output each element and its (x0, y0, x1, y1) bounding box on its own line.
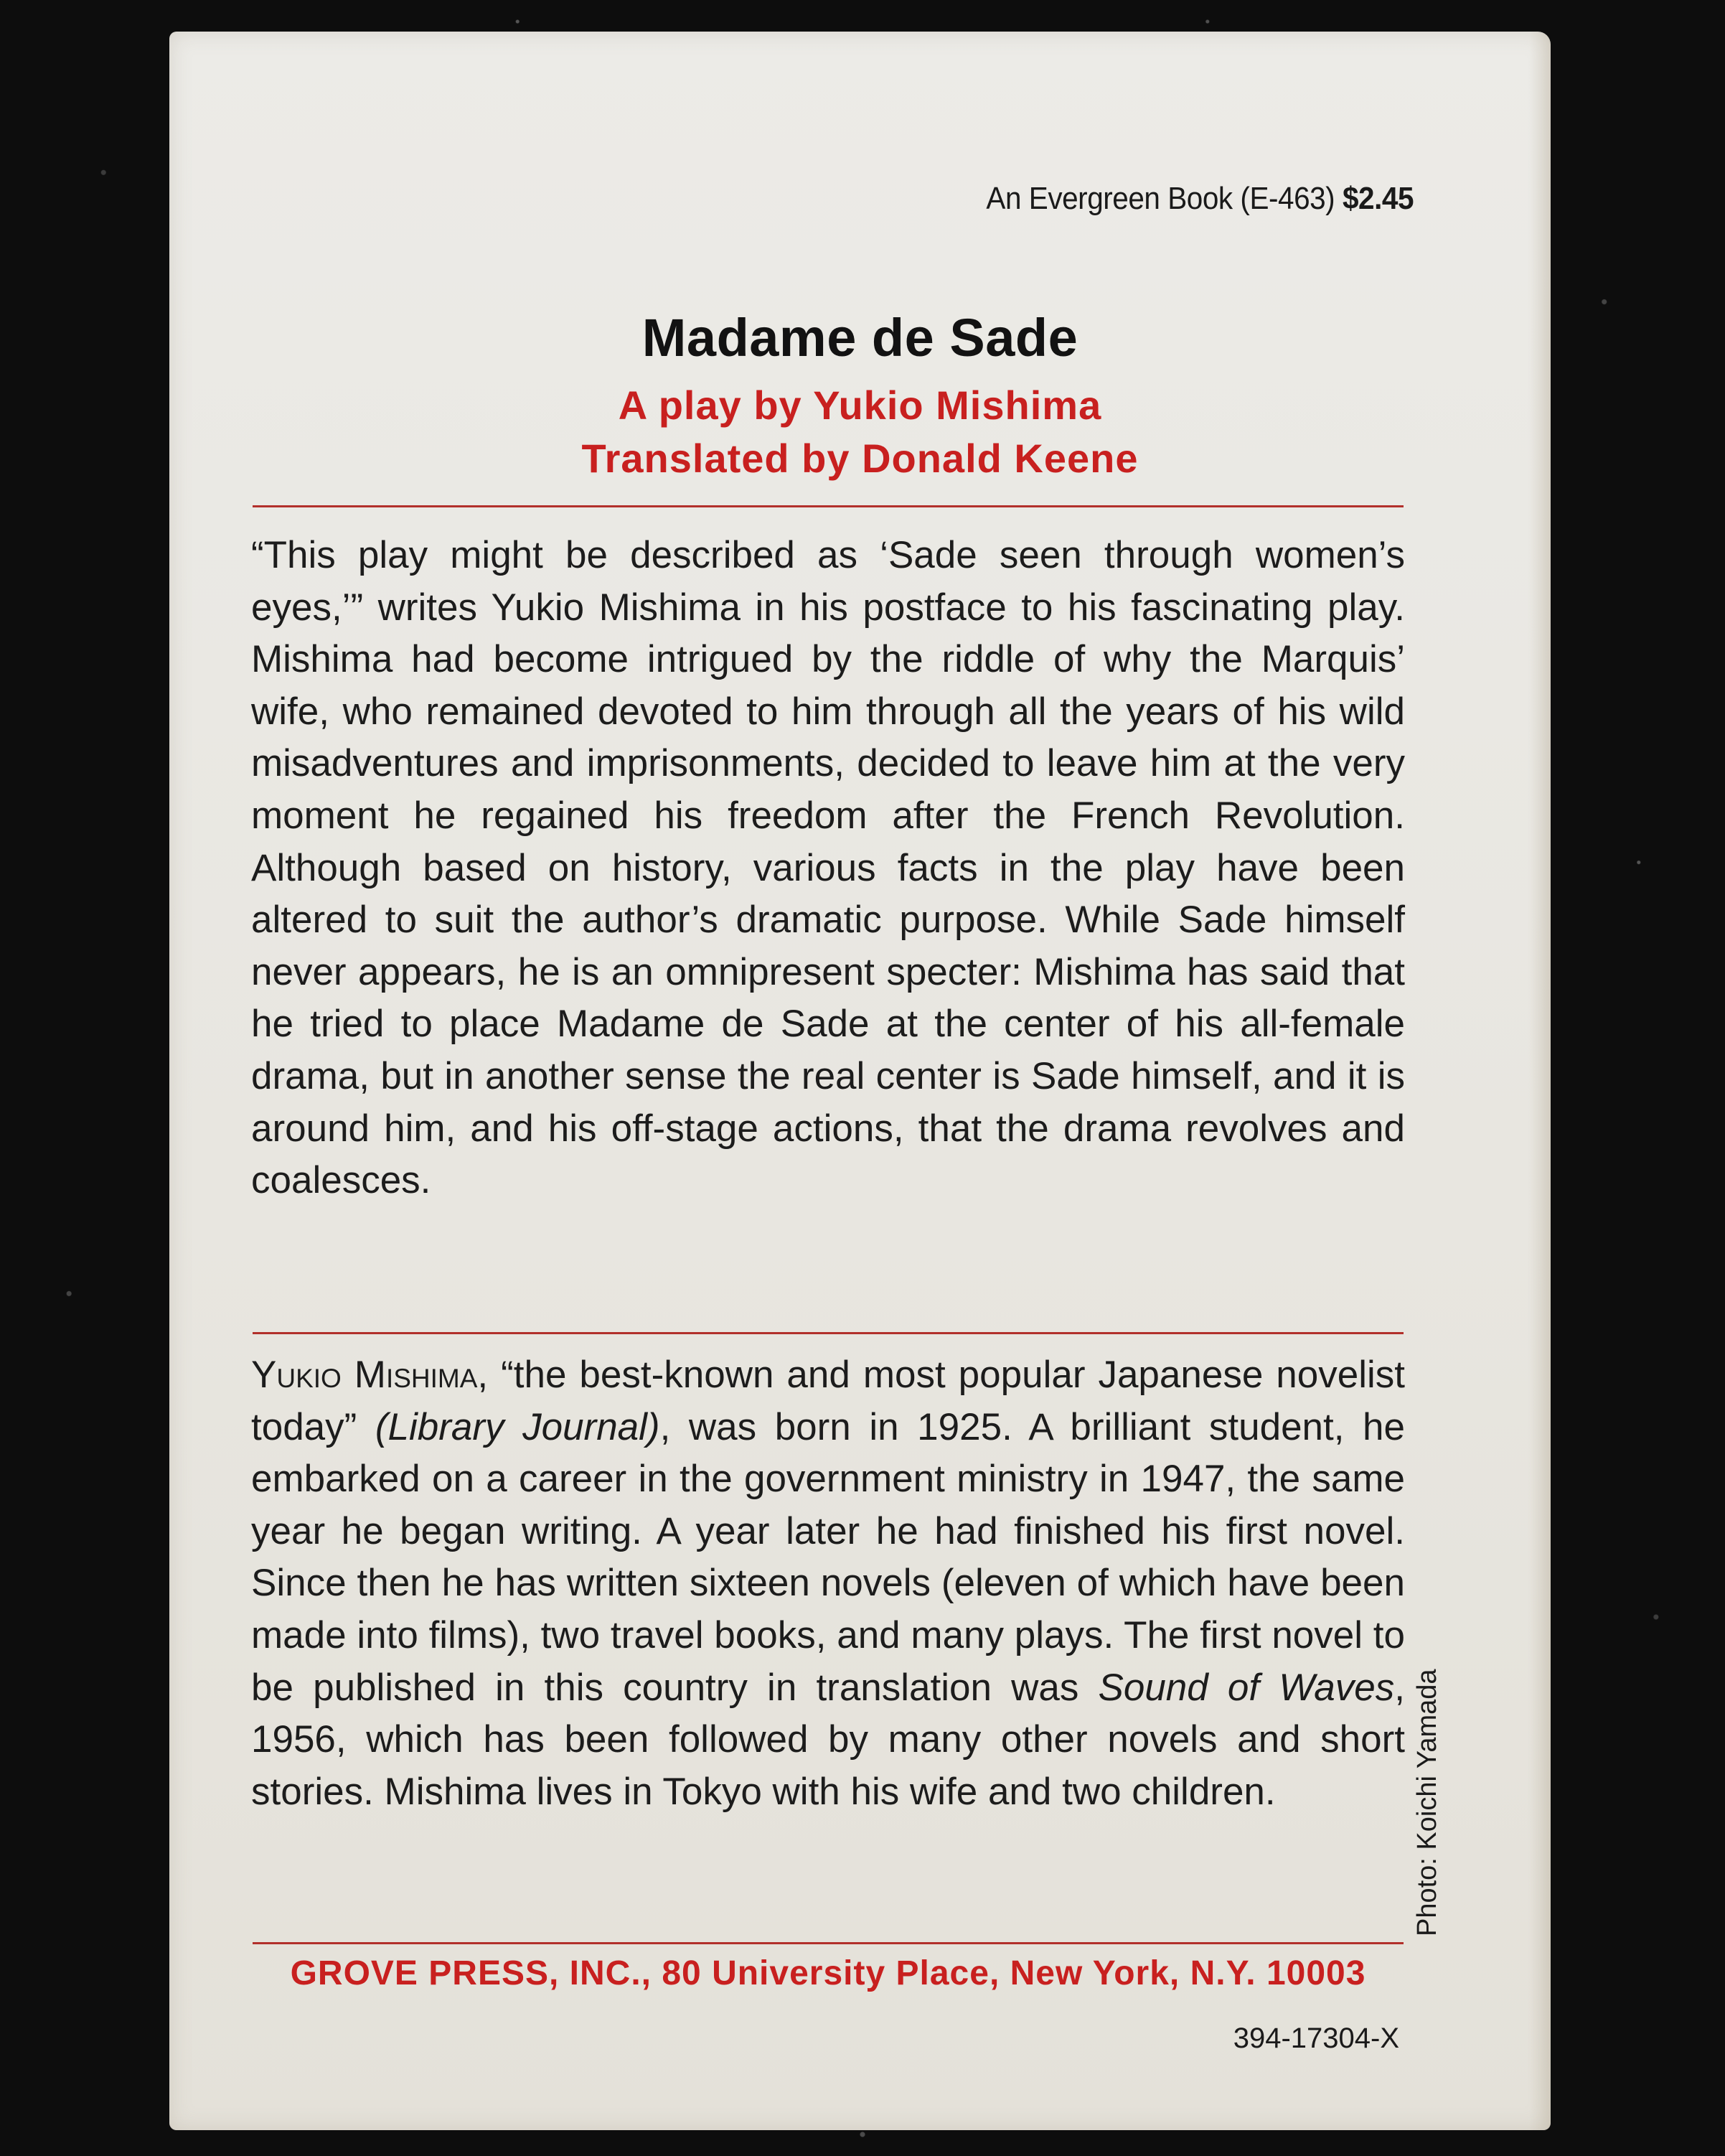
author-name: Yukio Mishima, (251, 1354, 489, 1396)
divider-top (253, 505, 1404, 507)
divider-middle (253, 1332, 1404, 1334)
series-label: An Evergreen Book (E-463) (986, 181, 1335, 216)
divider-bottom (253, 1942, 1404, 1944)
translator-byline: Translated by Donald Keene (581, 436, 1139, 481)
bio-text-1: , was born in 1925. A brilliant student, he embarked on a career in the government ministry in 1947, the same year he began writing. A year later he had finished his first novel. Since then he has written sixteen novels (eleven of which have been made into films), two travel books, and many plays. The first novel to be published in this country in translation was (251, 1405, 1405, 1709)
book-title: Madame de Sade (641, 308, 1078, 367)
isbn: 394-17304-X (1233, 2023, 1399, 2054)
bio-quote: “the best-known and most popular Japanese novelist today” (251, 1354, 1405, 1448)
photo-credit: Photo: Koichi Yamada (1412, 1669, 1442, 1936)
author-byline: A play by Yukio Mishima (618, 383, 1102, 428)
bio-source: (Library Journal) (375, 1405, 660, 1448)
publisher-address: GROVE PRESS, INC., 80 University Place, New York, N.Y. 10003 (290, 1954, 1366, 1992)
price: $2.45 (1342, 181, 1414, 216)
description-paragraph: “This play might be described as ‘Sade seen through women’s eyes,’” writes Yukio Mishima in his postface to his fascinating play. Mishima had become intrigued by the riddle of why the Marquis’ wife, who remained devoted to him through all the years of his wild misadventures and imprisonments, decided to leave him at the very moment he regained his freedom after the French Revolution. Although based on history, various facts in the play have been altered to suit the author’s dramatic purpose. While Sade himself never appears, he is an omnipresent specter: Mishima has said that he tried to place Madame de Sade at the center of his all-female drama, but in another sense the real center is Sade himself, and it is around him, and his off-stage actions, that the drama revolves and coalesces. (251, 534, 1405, 1202)
bio-text-2: , 1956, which has been followed by many other novels and short stories. Mishima lives in Tokyo with his wife and two children. (251, 1666, 1405, 1813)
author-bio-paragraph (251, 1349, 1405, 1818)
series-price-line (892, 181, 1414, 217)
bio-book-title: Sound of Waves (1098, 1666, 1395, 1709)
